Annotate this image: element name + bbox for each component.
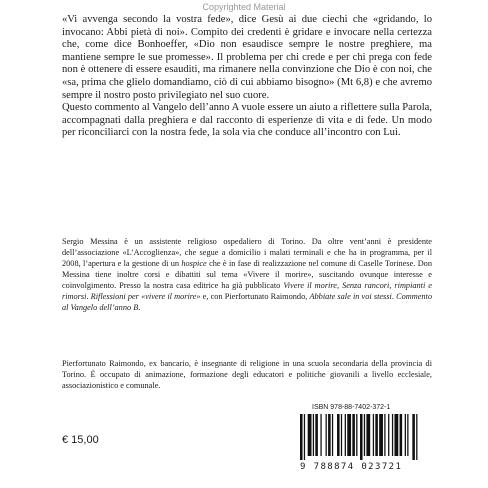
author-bio-raimondo: Pierfortunato Raimondo, ex bancario, è insegnante di religione in una scuola secondaria della provincia di Torino. È occupato di animazione, formazione degli educatori e politiche giovanili a livello ecclesiale, associazionistico e comunale. [62, 359, 432, 390]
barcode-bar [315, 414, 318, 456]
price-label: € 15,00 [62, 434, 99, 446]
barcode-bar [412, 414, 415, 460]
barcode-bar [326, 414, 327, 456]
book-title: Riflessioni per «vivere il morire» [90, 292, 201, 301]
bio1-italic: hospice [181, 259, 207, 268]
bio1-text: . [86, 292, 91, 301]
barcode-bar [379, 414, 383, 456]
book-title: Senza rancori, rimpianti e rimorsi [62, 281, 432, 301]
bio1-text: , [336, 281, 343, 290]
barcode-bar [352, 414, 355, 456]
book-title: Vivere il morire [283, 281, 337, 290]
barcode-bar [313, 414, 314, 456]
barcode-bar [366, 414, 370, 456]
barcode-bar [400, 414, 403, 456]
main-description [62, 14, 432, 140]
main-paragraph-1: «Vi avvenga secondo la vostra fede», dice Gesù ai due ciechi che «gridando, lo invocano: Abbi pietà di noi». Compito dei credenti è gridare e invocare nella certezza che, come dice Bonhoeffer, «Dio non esaudisce sempre le nostre preghiere, ma mantiene sempre le sue promesse». Il problema per chi crede e per chi prega con fede non è ottenere di essere esauditi, ma rimanere nella convinzione che Dio è con noi, che «sa, prima che glielo domandiamo, ciò di cui abbiamo bisogno» (Mt 6,8) e che avremo sempre il nostro posto privilegiato nel suo cuore. [62, 14, 432, 101]
isbn-label: ISBN 978-88-7402-372-1 [312, 404, 391, 411]
barcode-bar [392, 414, 393, 456]
barcode-bar [356, 414, 357, 456]
bio1-text: Sergio Messina è un assistente religioso ospedaliero di Torino. Da oltre vent’anni è presidente dell’associazione «L’Accoglienza», che segue a domicilio i malati terminali e che ha in programma, per il 2008, l’apertura e la gestione di un [62, 237, 432, 268]
barcode-bar [304, 414, 305, 460]
barcode-bar [407, 414, 408, 456]
book-title: Abbiate sale in voi stessi [309, 292, 392, 301]
barcode-bar [394, 414, 398, 456]
barcode-bar [360, 414, 363, 460]
barcode-bar [320, 414, 321, 456]
bio1-text: . [391, 292, 397, 301]
barcode-bar [416, 414, 417, 460]
barcode-bar [388, 414, 389, 456]
bio1-text: . [138, 303, 141, 312]
barcode-bar [373, 414, 374, 456]
book-title: Commento al Vangelo dell’anno B [62, 292, 433, 312]
barcode-bar [328, 414, 331, 456]
barcode-bar [337, 414, 340, 456]
barcode-bar [347, 414, 351, 456]
barcode-bar [300, 414, 303, 460]
author-bio-messina [62, 236, 432, 313]
barcode-bar [375, 414, 378, 456]
copyright-watermark: Copyrighted Material [202, 2, 286, 12]
barcode-image [300, 414, 420, 460]
barcode-bar [364, 414, 365, 456]
barcode-bar [308, 414, 312, 456]
bio1-text: e, con Pierfortunato Raimondo, [200, 292, 310, 301]
bio1-text: che è in fase di realizzazione nel comune di Caselle Torinese. Don Messina tiene inoltre corsi e dibattiti sul tema «Vivere il morire», suscitando ovunque interesse e coinvolgimento. Presso la nostra casa editrice ha già pubblicato [62, 259, 432, 290]
barcode-bar [332, 414, 333, 456]
main-paragraph-2: Questo commento al Vangelo dell’anno A vuole essere un aiuto a riflettere sulla Parola, accompagnati dalla preghiera e dal racconto di esperienze di vita e di fede. Un modo per riconciliarci con la nostra fede, la sola via che conduce all’incontro con Lui. [62, 102, 432, 139]
barcode-bar [384, 414, 385, 456]
barcode-digits: 9 788874 023721 [300, 462, 403, 472]
barcode-bar [405, 414, 406, 456]
barcode-bar [341, 414, 342, 456]
barcode-bar [345, 414, 346, 456]
